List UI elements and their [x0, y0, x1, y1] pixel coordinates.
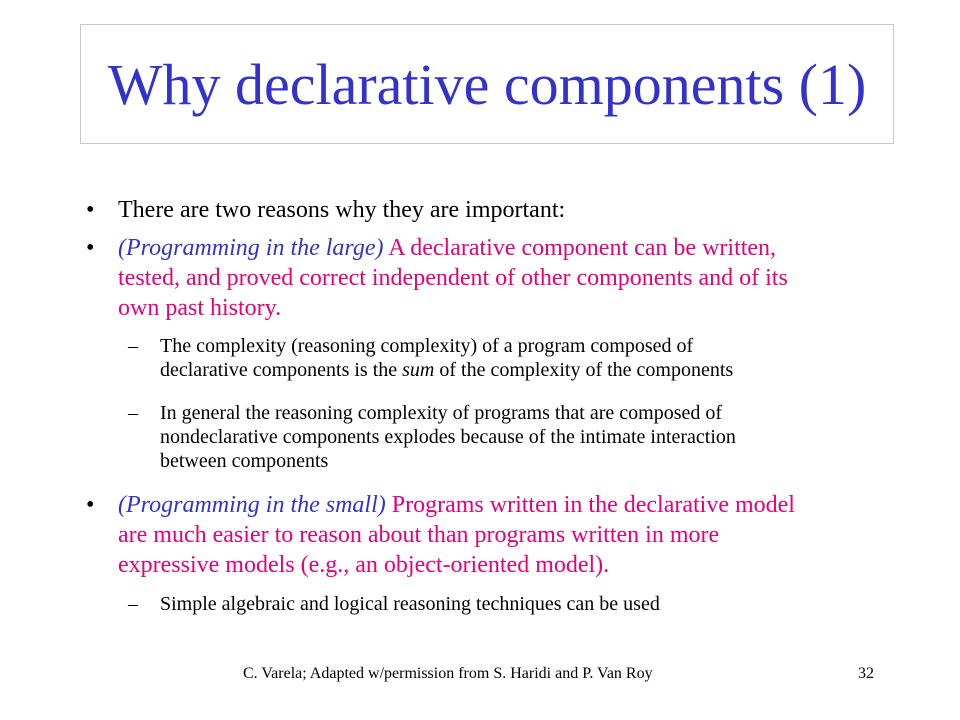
bullet-marker: • [86, 492, 95, 518]
bullet-line: own past history. [118, 295, 282, 321]
sub-bullet-text [160, 334, 888, 382]
sub-bullet-marker: – [128, 402, 138, 424]
sub-bullet-text: Simple algebraic and logical reasoning techniques can be used [160, 593, 660, 615]
bullet-line: Programs written in the declarative model [385, 492, 795, 518]
sub-bullet-marker: – [128, 593, 138, 615]
bullet-line: expressive models (e.g., an object-oriented model). [118, 552, 610, 578]
bullet-text [118, 490, 888, 580]
bullet-text [118, 233, 888, 323]
sub-bullet-line: declarative components is the [160, 359, 403, 381]
sub-bullet-text [160, 401, 888, 473]
slide-title: Why declarative components (1) [107, 51, 867, 117]
sub-bullet-line: The complexity (reasoning complexity) of a program composed of [160, 335, 694, 357]
bullet-line: are much easier to reason about than programs written in more [118, 522, 720, 548]
bullet-lead: (Programming in the small) [118, 492, 386, 518]
title-box [80, 24, 894, 144]
sub-bullet-marker: – [128, 335, 138, 357]
bullet-marker: • [86, 197, 95, 223]
sub-bullet-line: nondeclarative components explodes because of the intimate interaction [160, 426, 736, 448]
bullet-marker: • [86, 235, 95, 261]
sub-bullet-line: of the complexity of the components [434, 359, 734, 381]
bullet-lead: (Programming in the large) [118, 235, 384, 261]
emphasis-sum: sum [402, 359, 435, 381]
page-number: 32 [858, 665, 874, 682]
sub-bullet-line: between components [160, 450, 329, 472]
footer-credit: C. Varela; Adapted w/permission from S. Haridi and P. Van Roy [243, 665, 653, 682]
sub-bullet-line: In general the reasoning complexity of programs that are composed of [160, 402, 723, 424]
bullet-line: tested, and proved correct independent of other components and of its [118, 265, 788, 291]
bullet-text: There are two reasons why they are important: [118, 197, 566, 223]
bullet-line: A declarative component can be written, [383, 235, 777, 261]
